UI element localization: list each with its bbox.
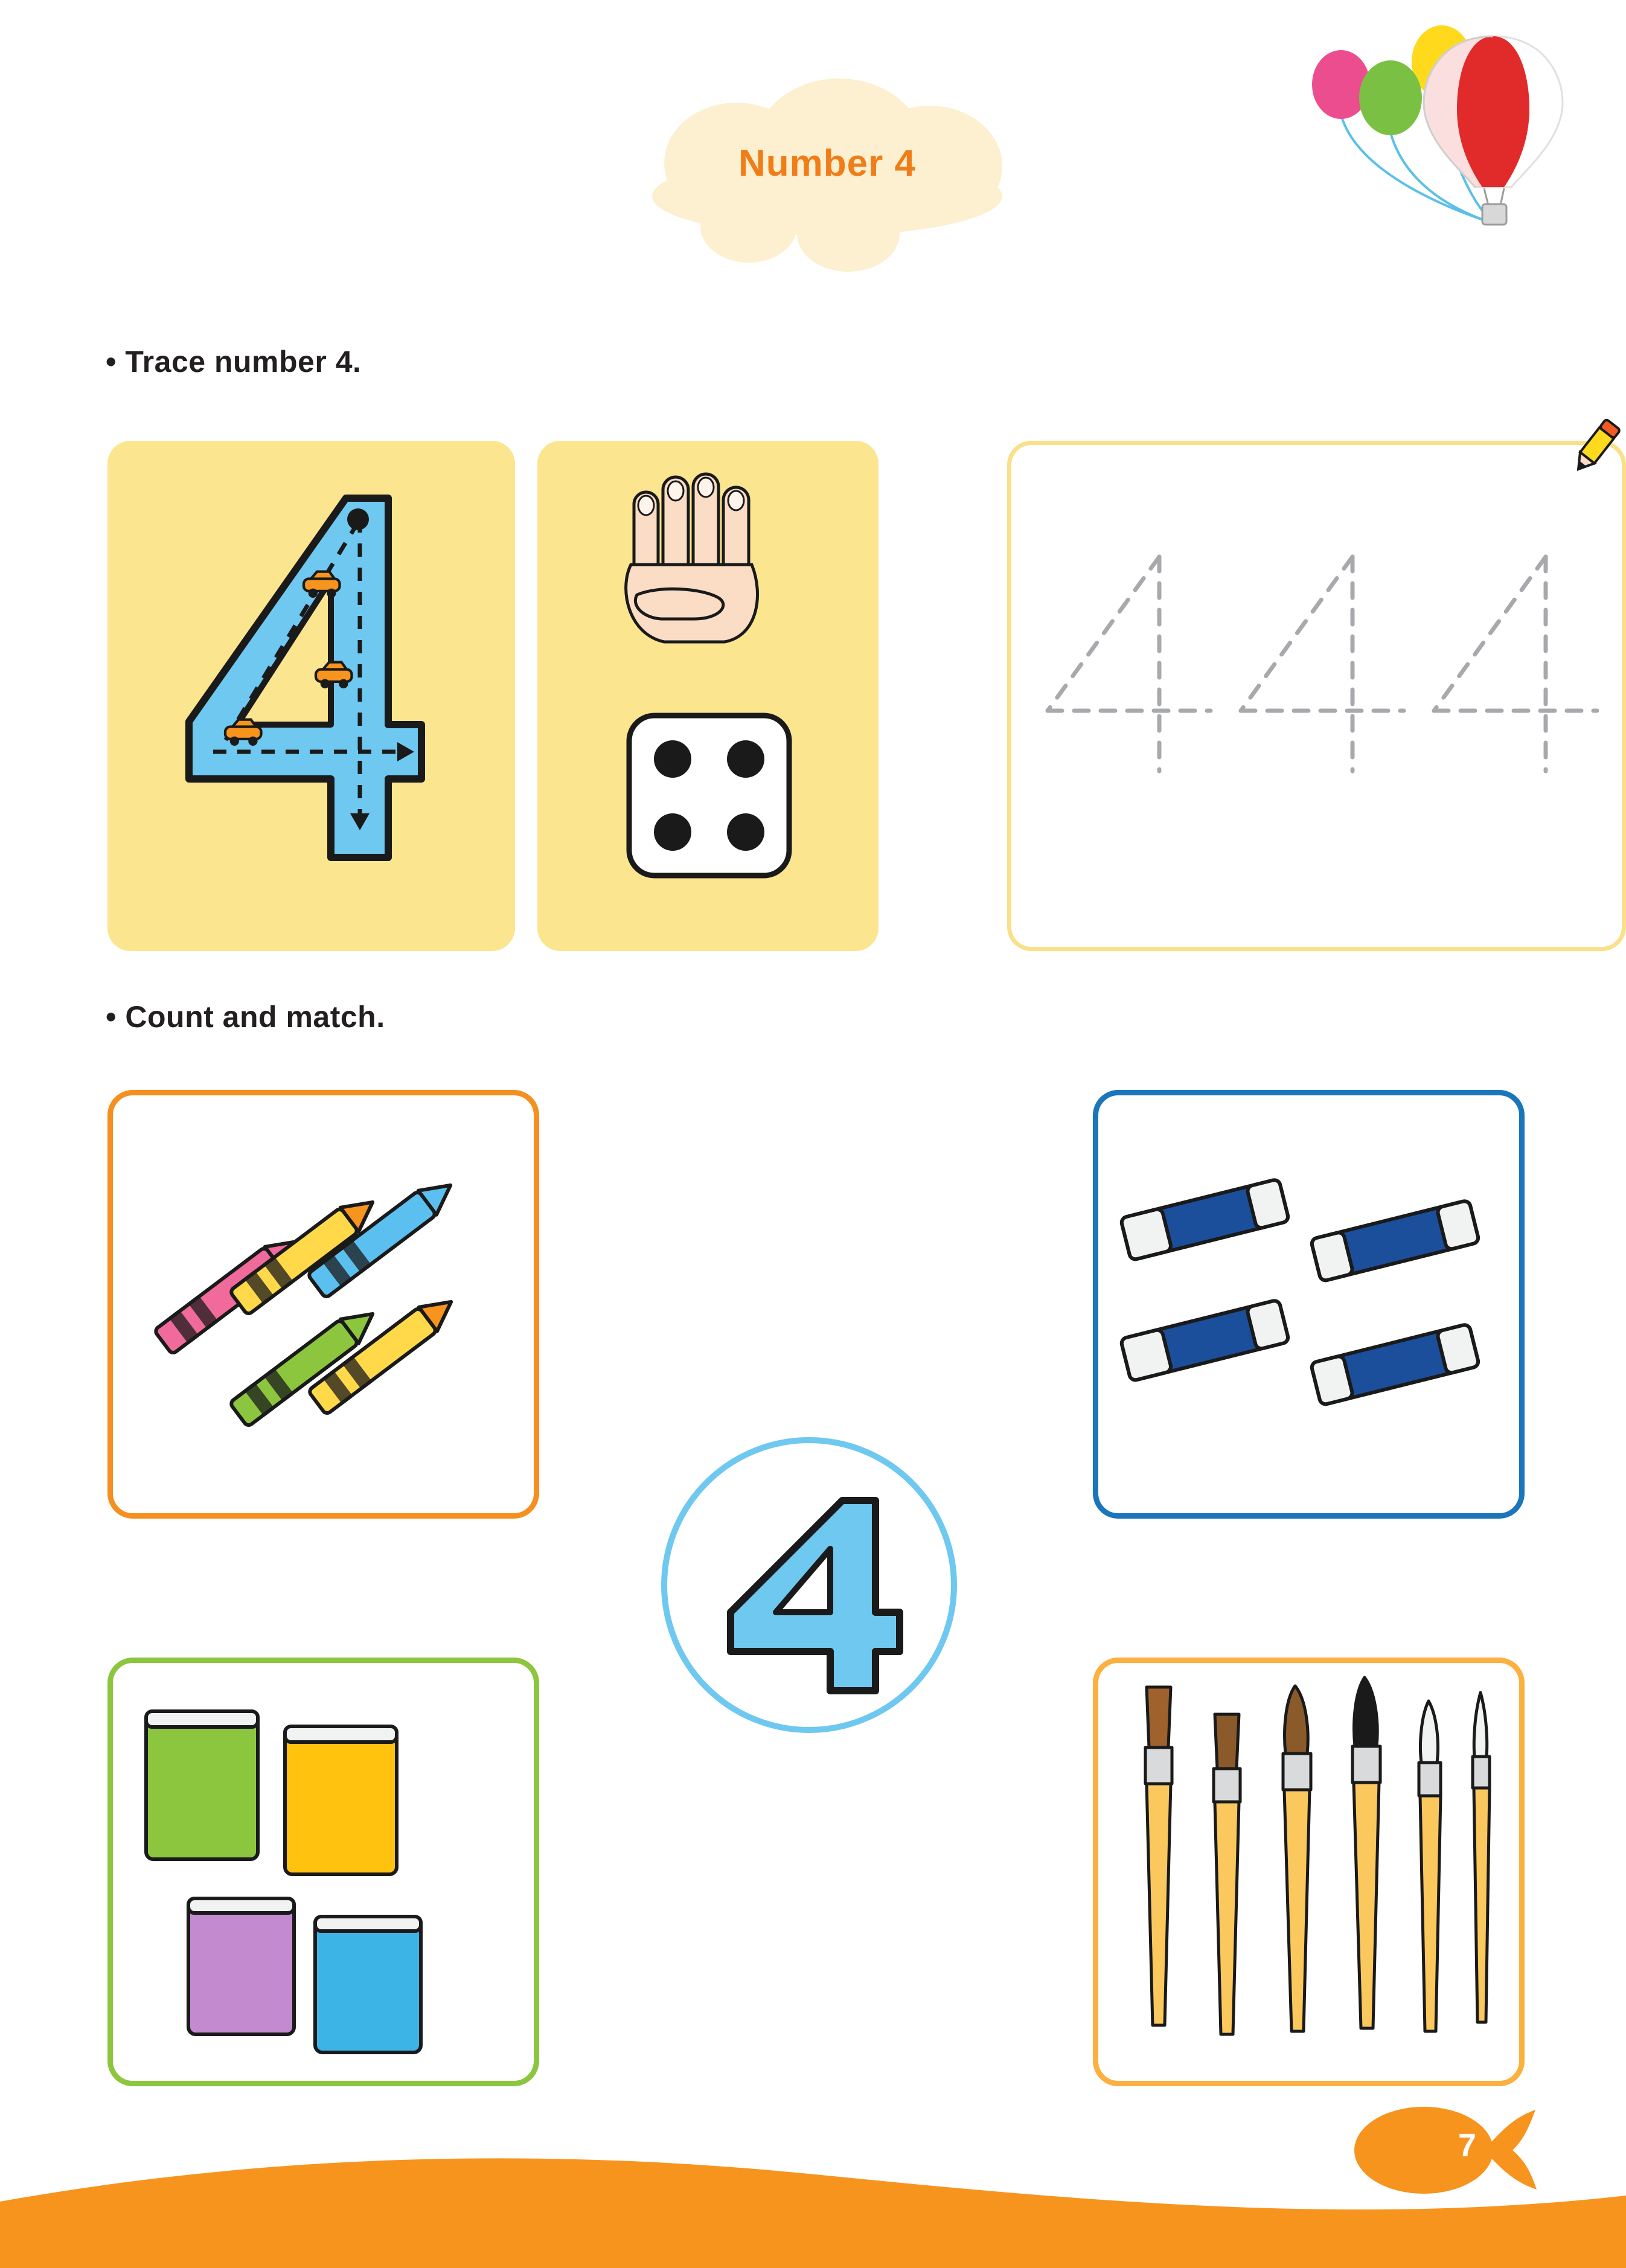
page-number-badge bbox=[1354, 2093, 1554, 2202]
match-center-circle bbox=[661, 1437, 957, 1733]
count-match-heading: • Count and match. bbox=[106, 1000, 385, 1034]
dice-four-icon bbox=[629, 716, 789, 876]
cloud-blob bbox=[797, 196, 900, 272]
number-four-graphic bbox=[107, 441, 515, 951]
books-group-icon bbox=[113, 1663, 536, 2083]
match-card-paintbrushes[interactable] bbox=[1093, 1658, 1525, 2086]
pencil-icon bbox=[1563, 414, 1626, 480]
balloons-decoration bbox=[1312, 24, 1590, 260]
match-card-books[interactable] bbox=[107, 1658, 539, 2086]
trace-section-heading: • Trace number 4. bbox=[106, 345, 362, 379]
crayons-group-icon bbox=[113, 1095, 536, 1515]
center-number-four bbox=[667, 1443, 963, 1739]
page-number: 7 bbox=[1458, 2127, 1476, 2164]
cloud-blob bbox=[700, 190, 797, 263]
trace-number-card bbox=[107, 441, 515, 951]
match-card-erasers[interactable] bbox=[1093, 1090, 1525, 1519]
paintbrushes-group-icon bbox=[1098, 1663, 1521, 2083]
dashed-fours bbox=[1011, 445, 1621, 946]
tracing-practice-box[interactable] bbox=[1007, 441, 1626, 951]
hand-four-fingers-icon bbox=[626, 474, 758, 642]
match-card-crayons[interactable] bbox=[107, 1090, 539, 1519]
page-title: Number 4 bbox=[738, 143, 916, 184]
title-cloud bbox=[628, 78, 1026, 260]
hand-and-dice-card bbox=[537, 441, 879, 951]
erasers-group-icon bbox=[1098, 1095, 1521, 1515]
